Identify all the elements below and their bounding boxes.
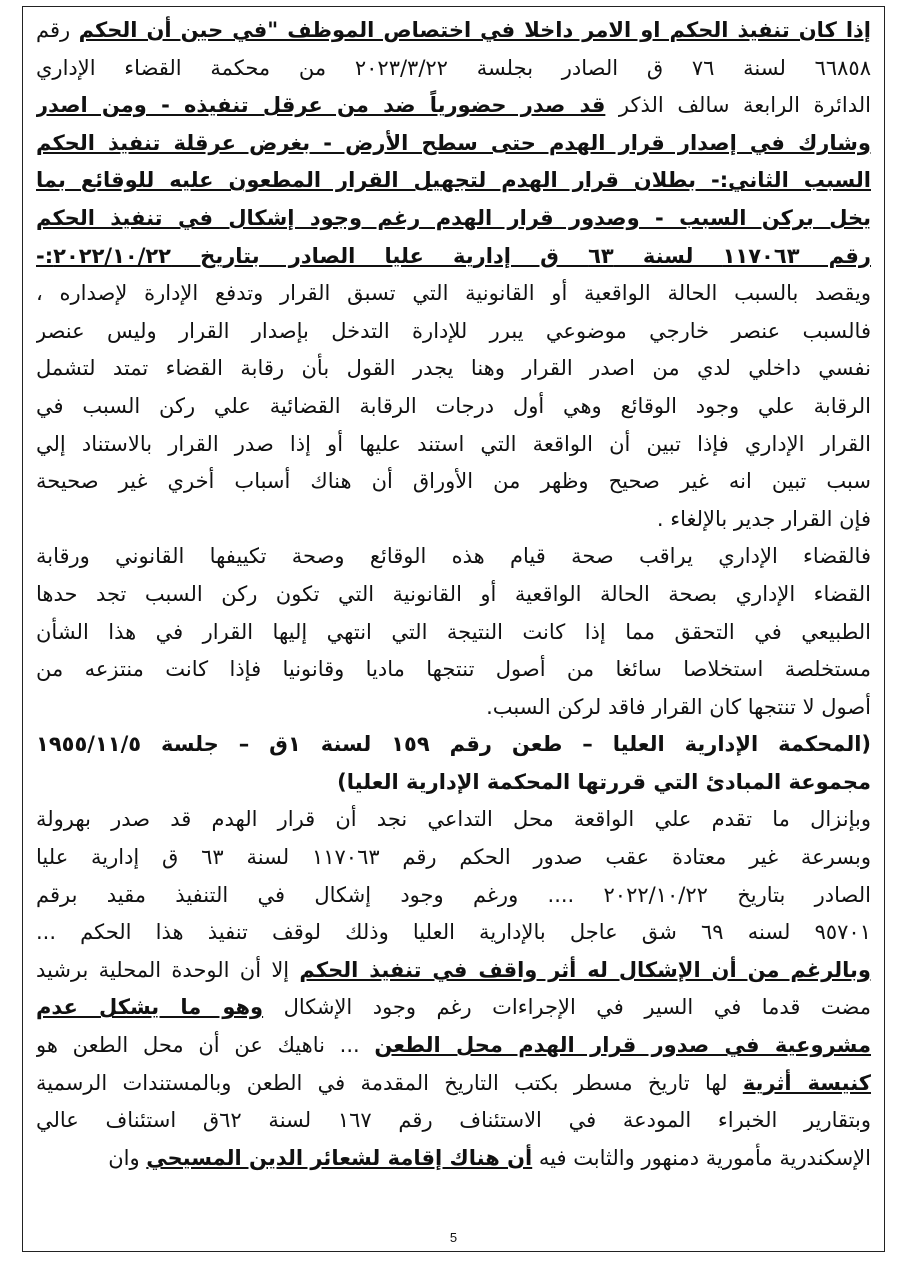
text-line	[36, 877, 871, 915]
text-segment: لها تاريخ مسطر بكتب التاريخ المقدمة في الطعن وبالمستندات الرسمية	[36, 1070, 743, 1095]
text-segment: ويقصد بالسبب الحالة الواقعية أو القانونية التي تسبق القرار وتدفع الإدارة لإصداره ،	[36, 281, 871, 306]
emphasized-text: كنيسة أثرية	[742, 1070, 871, 1095]
emphasized-text: السبب الثاني:- بطلان قرار الهدم لتجهيل القرار المطعون عليه للوقائع بما	[36, 168, 871, 193]
text-line	[36, 275, 871, 313]
text-segment: وان	[108, 1145, 147, 1170]
emphasized-text: يخل بركن السبب - وصدور قرار الهدم رغم وجود إشكال في تنفيذ الحكم	[36, 205, 871, 230]
text-segment: الطبيعي في التحقق مما إذا كانت النتيجة التي انتهي إليها القرار في هذا الشأن	[36, 619, 871, 644]
text-line	[36, 764, 871, 802]
text-segment: الرقابة علي وجود الوقائع وهي أول درجات الرقابة القضائية علي ركن السبب في	[36, 393, 871, 418]
text-line	[36, 463, 871, 501]
text-line	[36, 989, 871, 1027]
text-segment: الدائرة الرابعة سالف الذكر	[605, 93, 871, 118]
text-line	[36, 388, 871, 426]
text-segment: سبب تبين انه غير صحيح وظهر من الأوراق أن هناك أسباب أخري غير صحيحة	[36, 469, 871, 494]
document-body	[36, 12, 871, 1177]
text-line	[36, 12, 871, 50]
emphasized-text: إذا كان تنفيذ الحكم او الامر داخلا في اختصاص الموظف "في حين أن الحكم	[78, 18, 871, 42]
text-line	[36, 576, 871, 614]
text-segment: فالقضاء الإداري يراقب صحة قيام هذه الوقائع وصحة تكييفها القانوني ورقابة	[36, 544, 871, 569]
text-segment: فالسبب عنصر خارجي موضوعي يبرر للإدارة التدخل بإصدار القرار وليس عنصر	[36, 318, 871, 343]
text-line	[36, 125, 871, 163]
text-segment: ... ناهيك عن أن محل الطعن هو	[36, 1033, 375, 1058]
text-segment: إلا أن الوحدة المحلية برشيد	[36, 957, 300, 982]
text-line	[36, 162, 871, 200]
text-line	[36, 1102, 871, 1140]
page-number: 5	[449, 1230, 458, 1245]
text-segment: مستخلصة استخلاصا سائغا من أصول تنتجها ماديا وقانونيا فإذا كانت منتزعه من	[36, 657, 871, 682]
text-line	[36, 726, 871, 764]
text-line	[36, 1027, 871, 1065]
emphasized-text: وشارك في إصدار قرار الهدم حتى سطح الأرض - بغرض عرقلة تنفيذ الحكم	[36, 130, 871, 155]
text-segment: الإسكندرية مأمورية دمنهور والثابت فيه	[532, 1145, 871, 1170]
emphasized-text: مشروعية في صدور قرار الهدم محل الطعن	[374, 1033, 871, 1058]
text-segment: ٦٦٨٥٨ لسنة ٧٦ ق الصادر بجلسة ٢٠٢٣/٣/٢٢ من محكمة القضاء الإداري	[36, 55, 871, 80]
text-segment: وبتقارير الخبراء المودعة في الاستئناف رقم ١٦٧ لسنة ٦٢ق استئناف عالي	[36, 1108, 871, 1133]
text-segment: مضت قدما في السير في الإجراءات رغم وجود الإشكال	[263, 995, 871, 1020]
emphasized-text: وبالرغم من أن الإشكال له أثر واقف في تنفيذ الحكم	[299, 957, 871, 982]
text-line	[36, 1065, 871, 1103]
text-line	[36, 87, 871, 125]
text-segment: مجموعة المبادئ التي قررتها المحكمة الإدارية العليا)	[337, 769, 871, 794]
text-segment: أصول لا تنتجها كان القرار فاقد لركن السبب.	[486, 694, 871, 719]
text-line	[36, 839, 871, 877]
text-line	[36, 538, 871, 576]
emphasized-text: رقم ١١٧٠٦٣ لسنة ٦٣ ق إدارية عليا الصادر بتاريخ ٢٠٢٢/١٠/٢٢:-	[36, 243, 871, 268]
text-line	[36, 350, 871, 388]
text-segment: القرار الإداري فإذا تبين أن الواقعة التي استند عليها أو إذا صدر القرار بالاستناد إلي	[36, 431, 871, 456]
text-segment: نفسي داخلي لدي من اصدر القرار وهنا يجدر القول بأن رقابة القضاء تمتد لتشمل	[36, 356, 871, 381]
text-segment: ٩٥٧٠١ لسنه ٦٩ شق عاجل بالإدارية العليا وذلك لوقف تنفيذ هذا الحكم ...	[36, 920, 871, 945]
text-segment: رقم	[36, 18, 79, 42]
text-line	[36, 1140, 871, 1178]
text-line	[36, 50, 871, 88]
text-segment: وبإنزال ما تقدم علي الواقعة محل التداعي نجد أن قرار الهدم قد صدر بهرولة	[36, 807, 871, 832]
text-line	[36, 914, 871, 952]
emphasized-text: قد صدر حضورياً ضد من عرقل تنفيذه - ومن اصدر	[36, 93, 606, 118]
text-line	[36, 801, 871, 839]
text-segment: القضاء الإداري بصحة الحالة الواقعية أو القانونية التي تكون ركن السبب تجد حدها	[36, 581, 871, 606]
text-line	[36, 426, 871, 464]
text-segment: (المحكمة الإدارية العليا – طعن رقم ١٥٩ لسنة ١ق – جلسة ١٩٥٥/١١/٥	[36, 732, 871, 757]
text-segment: فإن القرار جدير بالإلغاء .	[656, 506, 871, 531]
text-line	[36, 501, 871, 539]
text-line	[36, 952, 871, 990]
text-segment: وبسرعة غير معتادة عقب صدور الحكم رقم ١١٧٠٦٣ لسنة ٦٣ ق إدارية عليا	[36, 845, 871, 870]
text-segment: الصادر بتاريخ ٢٠٢٢/١٠/٢٢ .... ورغم وجود إشكال في التنفيذ مقيد برقم	[36, 882, 871, 907]
text-line	[36, 313, 871, 351]
text-line	[36, 651, 871, 689]
emphasized-text: وهو ما يشكل عدم	[36, 995, 264, 1020]
text-line	[36, 238, 871, 276]
text-line	[36, 200, 871, 238]
text-line	[36, 689, 871, 727]
emphasized-text: أن هناك إقامة لشعائر الدين المسيحي	[146, 1145, 533, 1170]
text-line	[36, 614, 871, 652]
